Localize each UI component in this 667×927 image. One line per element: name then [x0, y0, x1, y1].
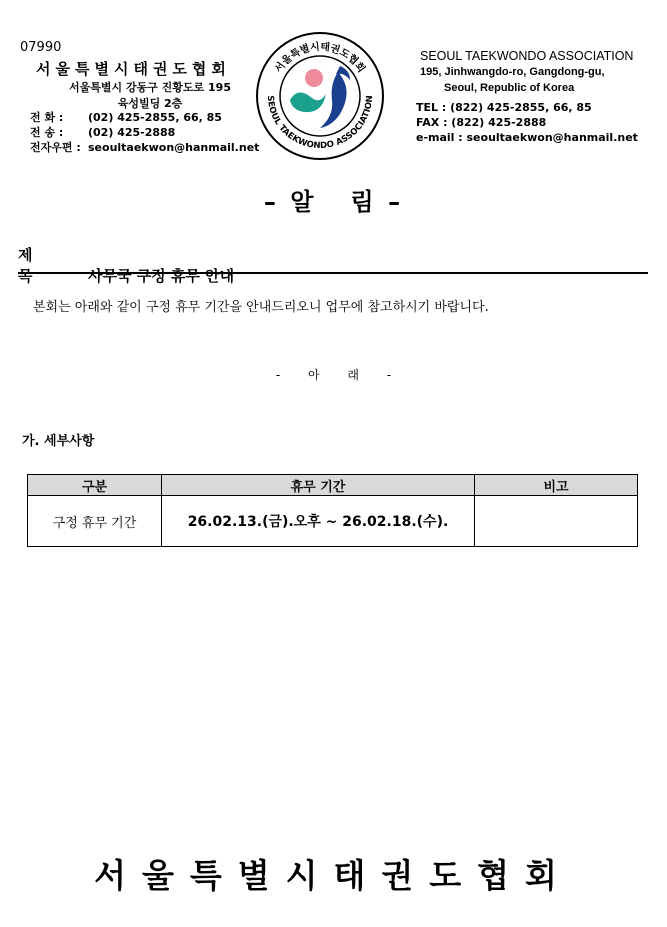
body-text: 본회는 아래와 같이 구정 휴무 기간을 안내드리오니 업무에 참고하시기 바랍니다.: [33, 300, 489, 315]
email-label: 전자우편 :: [30, 141, 81, 154]
table-row: [28, 496, 638, 547]
subject-text: 사무국 구정 휴무 안내: [88, 267, 235, 285]
email-value: seoultaekwon@hanmail.net: [88, 141, 260, 154]
address-kr: [50, 80, 250, 112]
subject-divider: [18, 272, 648, 274]
table-cell-period: 26.02.13.(금).오후 ~ 26.02.18.(수).: [162, 496, 475, 547]
fax-value: (02) 425-2888: [88, 126, 176, 139]
seal-text-top: 서울특별시태권도협회: [273, 41, 367, 75]
contact-en: [416, 100, 638, 145]
table-header-row: [28, 475, 638, 496]
address-kr-line2: 육성빌딩 2층: [117, 97, 183, 110]
address-kr-line1: 서울특별시 강동구 진황도로 195: [69, 81, 231, 94]
address-en-line1: 195, Jinhwangdo-ro, Gangdong-gu,: [420, 66, 605, 78]
seal-text-bottom: SEOUL TAEKWONDO ASSOCIATION: [264, 95, 376, 152]
section-title: 가. 세부사항: [22, 434, 95, 449]
svg-text:서울특별시태권도협회: [272, 40, 369, 75]
details-table: [27, 474, 638, 547]
table-header-period: 휴무 기간: [162, 475, 475, 496]
table-header-category: 구분: [28, 475, 162, 496]
org-info-en: [420, 48, 633, 96]
subject-row: [18, 244, 234, 286]
footer-org-name: 서울특별시태권도협회: [94, 856, 573, 895]
phone-label: 전 화 :: [30, 111, 64, 124]
association-seal-logo: [254, 30, 386, 162]
notice-title: – 알 림 –: [263, 188, 404, 216]
org-name-en: SEOUL TAEKWONDO ASSOCIATION: [420, 49, 634, 63]
table-header-note: 비고: [475, 475, 638, 496]
email-en: e-mail : seoultaekwon@hanmail.net: [416, 131, 638, 144]
address-en-line2: Seoul, Republic of Korea: [444, 82, 575, 94]
contact-kr: [30, 110, 259, 155]
phone-value: (02) 425-2855, 66, 85: [88, 111, 222, 124]
fax-en: FAX : (822) 425-2888: [416, 116, 547, 129]
org-name-kr: 서울특별시태권도협회: [36, 60, 231, 78]
ara-heading: - 아 래 -: [275, 368, 392, 382]
subject-label: 제 목: [18, 246, 51, 285]
table-cell-note: [475, 496, 638, 547]
postal-code: 07990: [20, 40, 62, 55]
fax-label: 전 송 :: [30, 126, 64, 139]
table-cell-category: 구정 휴무 기간: [28, 496, 162, 547]
tel-en: TEL : (822) 425-2855, 66, 85: [416, 101, 592, 114]
